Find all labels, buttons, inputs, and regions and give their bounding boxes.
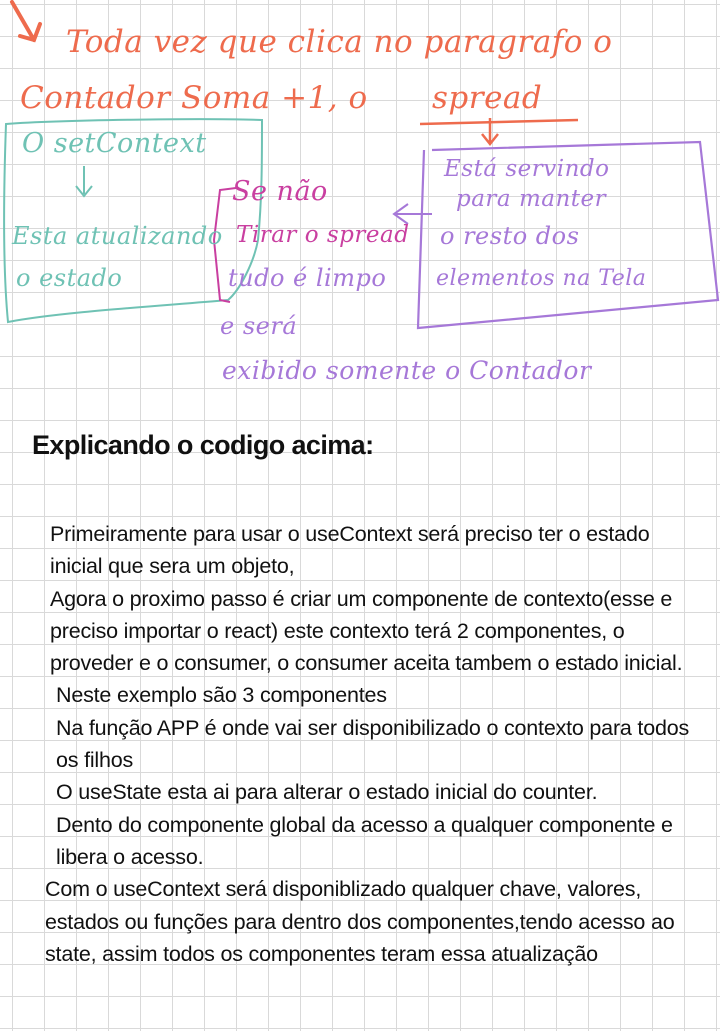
notes-paragraph: Com o useContext será disponiblizado qualquer chave, valores, estados ou funções para dentro dos componentes,tendo acesso ao state, assim todos os componentes teram essa atualização bbox=[45, 877, 675, 966]
hw-top-line-2: Contador Soma +1, o bbox=[20, 80, 368, 116]
hw-right-box-line-2: para manter bbox=[456, 186, 607, 212]
hw-spread-word: spread bbox=[432, 80, 543, 116]
orange-arrow-icon bbox=[12, 2, 40, 40]
hw-right-box-line-1: Está servindo bbox=[444, 156, 610, 182]
teal-down-arrow-icon bbox=[76, 166, 92, 196]
hw-left-box-line-1: Esta atualizando bbox=[12, 222, 223, 250]
hw-middle-line-1: Se não bbox=[232, 176, 328, 207]
notes-paragraph: Primeiramente para usar o useContext será preciso ter o estado inicial que sera um objeto, bbox=[50, 522, 650, 579]
notes-paragraph: Agora o proximo passo é criar um componente de contexto(esse e preciso importar o react) este contexto terá 2 componentes, o proveder e o consumer, o consumer aceita tambem o estado inicial. bbox=[50, 586, 683, 676]
notes-paragraph: Na função APP é onde vai ser disponibilizado o contexto para todos os filhos bbox=[56, 715, 690, 773]
hw-left-box-line-2: o estado bbox=[16, 264, 123, 292]
hw-top-line-1: Toda vez que clica no paragrafo o bbox=[66, 24, 613, 60]
notes-heading: Explicando o codigo acima: bbox=[32, 430, 374, 460]
hw-left-box-title: O setContext bbox=[22, 128, 207, 159]
notes-paragraph: Dento do componente global da acesso a qualquer componente e libera o acesso. bbox=[56, 812, 673, 869]
purple-left-arrow-icon bbox=[394, 204, 432, 224]
hw-middle-line-2: Tirar o spread bbox=[236, 222, 410, 248]
hw-middle-line-3: tudo é limpo bbox=[228, 264, 387, 292]
hw-right-box-line-4: elementos na Tela bbox=[436, 266, 647, 291]
spread-underline bbox=[420, 120, 578, 124]
hw-middle-line-5: exibido somente o Contador bbox=[222, 356, 592, 385]
notes-paragraph: Neste exemplo são 3 componentes bbox=[56, 683, 387, 708]
notes-paragraph: O useState esta ai para alterar o estado inicial do counter. bbox=[56, 780, 598, 805]
hw-right-box-line-3: o resto dos bbox=[440, 222, 580, 250]
typed-notes bbox=[32, 424, 692, 970]
hw-middle-line-4: e será bbox=[220, 312, 298, 340]
